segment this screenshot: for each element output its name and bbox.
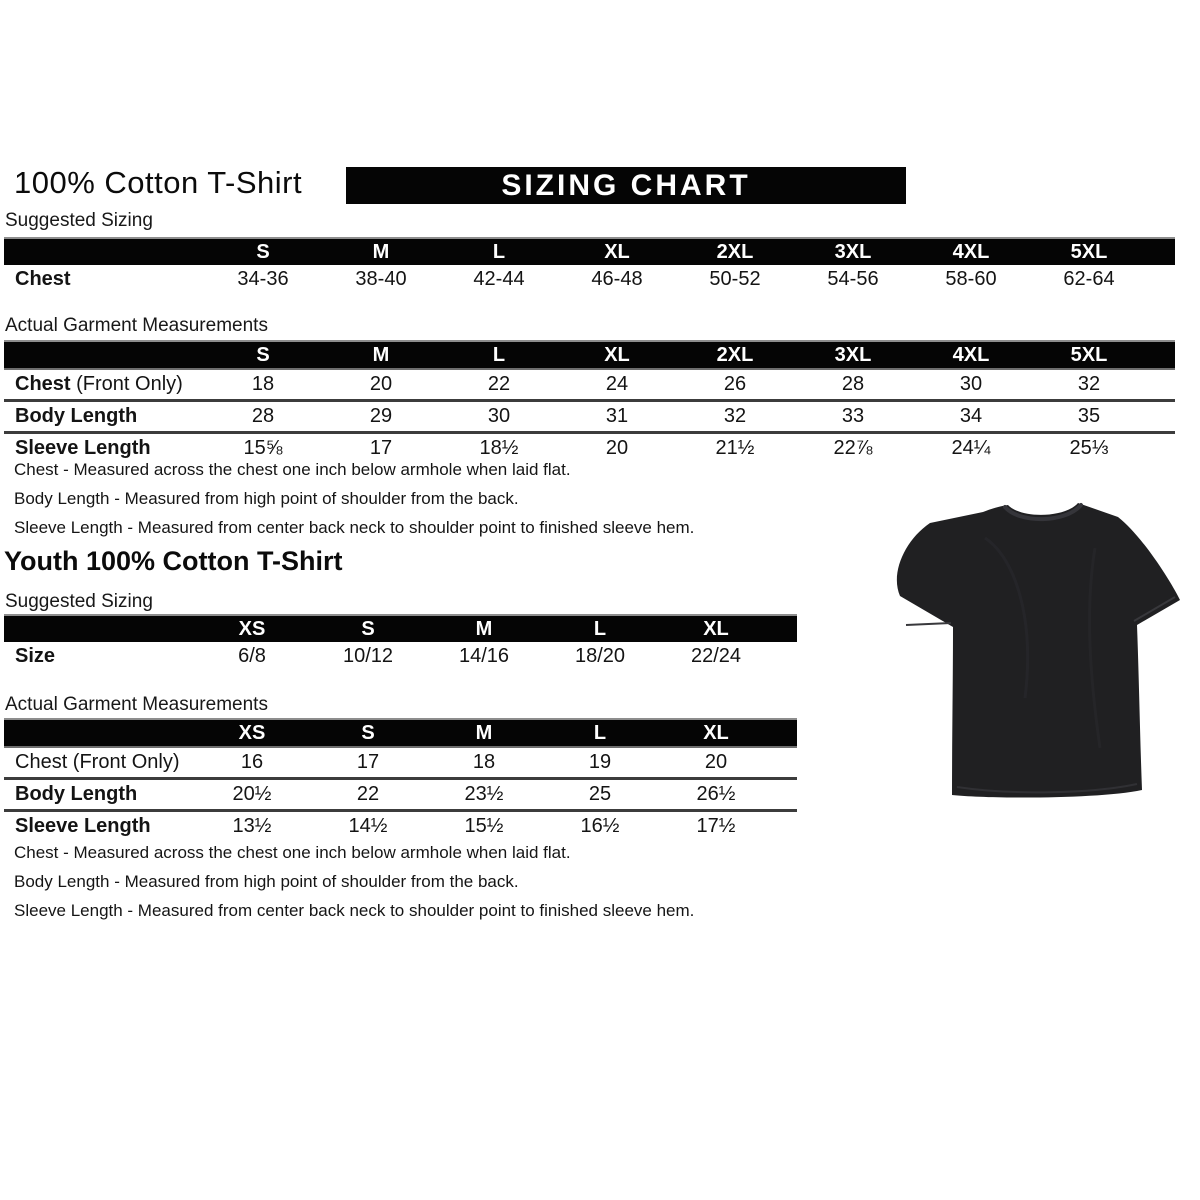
youth-section-title: Youth 100% Cotton T-Shirt xyxy=(4,546,343,576)
adult-suggested-sizing-table xyxy=(4,237,1175,294)
column-header: L xyxy=(440,341,558,369)
tshirt-graphic xyxy=(885,478,1195,813)
note-body-length: Body Length - Measured from high point of shoulder from the back. xyxy=(14,872,519,891)
column-header: XL xyxy=(658,615,797,642)
column-header: 4XL xyxy=(912,341,1030,369)
table-row-body-length xyxy=(4,779,797,811)
column-header: L xyxy=(542,615,658,642)
header-row xyxy=(4,238,1175,265)
row-label-bold: Body Length xyxy=(15,783,138,805)
adult-measurement-notes xyxy=(14,460,694,547)
row-label xyxy=(4,642,194,671)
column-header: M xyxy=(322,238,440,265)
table-row-chest xyxy=(4,747,797,779)
row-label-bold: Sleeve Length xyxy=(15,815,151,837)
table-cell: 30 xyxy=(440,401,558,433)
column-header: L xyxy=(542,719,658,747)
table-cell: 6/8 xyxy=(238,645,266,667)
row-label xyxy=(4,369,204,401)
table-row-body-length xyxy=(4,401,1175,433)
table-cell: 10/12 xyxy=(342,645,394,667)
column-header: XS xyxy=(194,719,310,747)
table-cell: 32 xyxy=(1077,373,1101,395)
column-header: 4XL xyxy=(912,238,1030,265)
table-cell: 18 xyxy=(472,751,496,773)
table-cell: 17 xyxy=(322,433,440,464)
row-label xyxy=(4,747,194,779)
column-header: 2XL xyxy=(676,238,794,265)
adult-suggested-sizing-label: Suggested Sizing xyxy=(5,210,153,231)
table-cell: 25 xyxy=(542,779,658,811)
table-cell: 22⅞ xyxy=(794,433,912,464)
column-header: S xyxy=(310,615,426,642)
adult-actual-measurements-label: Actual Garment Measurements xyxy=(5,315,268,336)
table-cell: 15⅝ xyxy=(204,433,322,464)
table-cell: 28 xyxy=(841,373,865,395)
row-label xyxy=(4,265,204,294)
column-header: XS xyxy=(194,615,310,642)
note-chest: Chest - Measured across the chest one inch below armhole when laid flat. xyxy=(14,843,571,862)
row-label-bold: Body Length xyxy=(15,405,138,427)
table-cell: 15½ xyxy=(426,811,542,842)
youth-suggested-sizing-table xyxy=(4,614,797,671)
youth-actual-measurements-table xyxy=(4,718,797,841)
note-sleeve-length: Sleeve Length - Measured from center back neck to shoulder point to finished sleeve hem. xyxy=(14,901,695,920)
table-cell: 62-64 xyxy=(1063,268,1115,290)
table-row xyxy=(4,265,1175,294)
table-cell: 35 xyxy=(1030,401,1175,433)
row-label xyxy=(4,401,204,433)
table-cell: 34 xyxy=(912,401,1030,433)
table-cell: 20 xyxy=(369,373,393,395)
row-label xyxy=(4,779,194,811)
table-cell: 14½ xyxy=(310,811,426,842)
table-cell: 31 xyxy=(558,401,676,433)
table-cell: 26½ xyxy=(658,779,797,811)
table-cell: 18 xyxy=(251,373,275,395)
table-cell: 19 xyxy=(588,751,612,773)
table-cell: 34-36 xyxy=(237,268,289,290)
row-label xyxy=(4,433,204,464)
column-header: XL xyxy=(558,341,676,369)
column-header: S xyxy=(204,238,322,265)
column-header: M xyxy=(426,719,542,747)
column-header: XL xyxy=(558,238,676,265)
note-body-length: Body Length - Measured from high point of shoulder from the back. xyxy=(14,489,519,508)
youth-actual-measurements-label: Actual Garment Measurements xyxy=(5,694,268,715)
table-cell: 33 xyxy=(794,401,912,433)
header-row xyxy=(4,615,797,642)
table-corner-cell xyxy=(4,719,194,747)
table-cell: 16 xyxy=(240,751,264,773)
table-row-chest xyxy=(4,369,1175,401)
row-label xyxy=(4,811,194,842)
table-cell: 20½ xyxy=(194,779,310,811)
column-header: 5XL xyxy=(1030,238,1175,265)
table-cell: 42-44 xyxy=(473,268,525,290)
table-cell: 38-40 xyxy=(355,268,407,290)
table-cell: 50-52 xyxy=(709,268,761,290)
column-header: 3XL xyxy=(794,341,912,369)
table-cell: 46-48 xyxy=(591,268,643,290)
table-cell: 14/16 xyxy=(458,645,510,667)
youth-suggested-sizing-label: Suggested Sizing xyxy=(5,591,153,612)
column-header: 5XL xyxy=(1030,341,1175,369)
youth-measurement-notes xyxy=(14,843,694,930)
note-sleeve-length: Sleeve Length - Measured from center back neck to shoulder point to finished sleeve hem. xyxy=(14,518,695,537)
header-row xyxy=(4,341,1175,369)
table-cell: 17 xyxy=(356,751,380,773)
table-corner-cell xyxy=(4,615,194,642)
column-header: 2XL xyxy=(676,341,794,369)
table-cell: 58-60 xyxy=(945,268,997,290)
table-corner-cell xyxy=(4,238,204,265)
table-cell: 54-56 xyxy=(827,268,879,290)
table-cell: 18/20 xyxy=(574,645,626,667)
column-header: L xyxy=(440,238,558,265)
table-row-sleeve-length xyxy=(4,433,1175,464)
table-cell: 18½ xyxy=(440,433,558,464)
note-chest: Chest - Measured across the chest one inch below armhole when laid flat. xyxy=(14,460,571,479)
sizing-chart-banner: SIZING CHART xyxy=(346,167,906,204)
table-cell: 16½ xyxy=(542,811,658,842)
table-cell: 22/24 xyxy=(690,645,742,667)
row-label-bold: Sleeve Length xyxy=(15,437,151,459)
tshirt-image xyxy=(885,478,1195,813)
table-cell: 22 xyxy=(310,779,426,811)
table-row-sleeve-length xyxy=(4,811,797,842)
table-cell: 24¼ xyxy=(912,433,1030,464)
column-header: 3XL xyxy=(794,238,912,265)
table-cell: 28 xyxy=(204,401,322,433)
table-cell: 22 xyxy=(487,373,511,395)
table-cell: 24 xyxy=(605,373,629,395)
table-cell: 13½ xyxy=(194,811,310,842)
table-corner-cell xyxy=(4,341,204,369)
table-cell: 20 xyxy=(704,751,728,773)
table-cell: 26 xyxy=(723,373,747,395)
row-label-bold: Size xyxy=(15,645,56,667)
row-label-bold: Chest xyxy=(15,268,71,290)
row-label-bold: Chest xyxy=(15,373,71,395)
table-cell: 20 xyxy=(558,433,676,464)
table-cell: 17½ xyxy=(658,811,797,842)
row-label-rest: Chest (Front Only) xyxy=(15,751,180,773)
table-cell: 32 xyxy=(676,401,794,433)
table-cell: 21½ xyxy=(676,433,794,464)
table-cell: 30 xyxy=(959,373,983,395)
adult-actual-measurements-table xyxy=(4,340,1175,463)
table-cell: 23½ xyxy=(426,779,542,811)
column-header: M xyxy=(426,615,542,642)
header-row xyxy=(4,719,797,747)
page-title: 100% Cotton T-Shirt xyxy=(14,165,303,200)
column-header: XL xyxy=(658,719,797,747)
table-cell: 29 xyxy=(322,401,440,433)
column-header: M xyxy=(322,341,440,369)
column-header: S xyxy=(204,341,322,369)
column-header: S xyxy=(310,719,426,747)
row-label-rest: (Front Only) xyxy=(70,373,183,395)
table-cell: 25⅓ xyxy=(1030,433,1175,464)
table-row-size xyxy=(4,642,797,671)
